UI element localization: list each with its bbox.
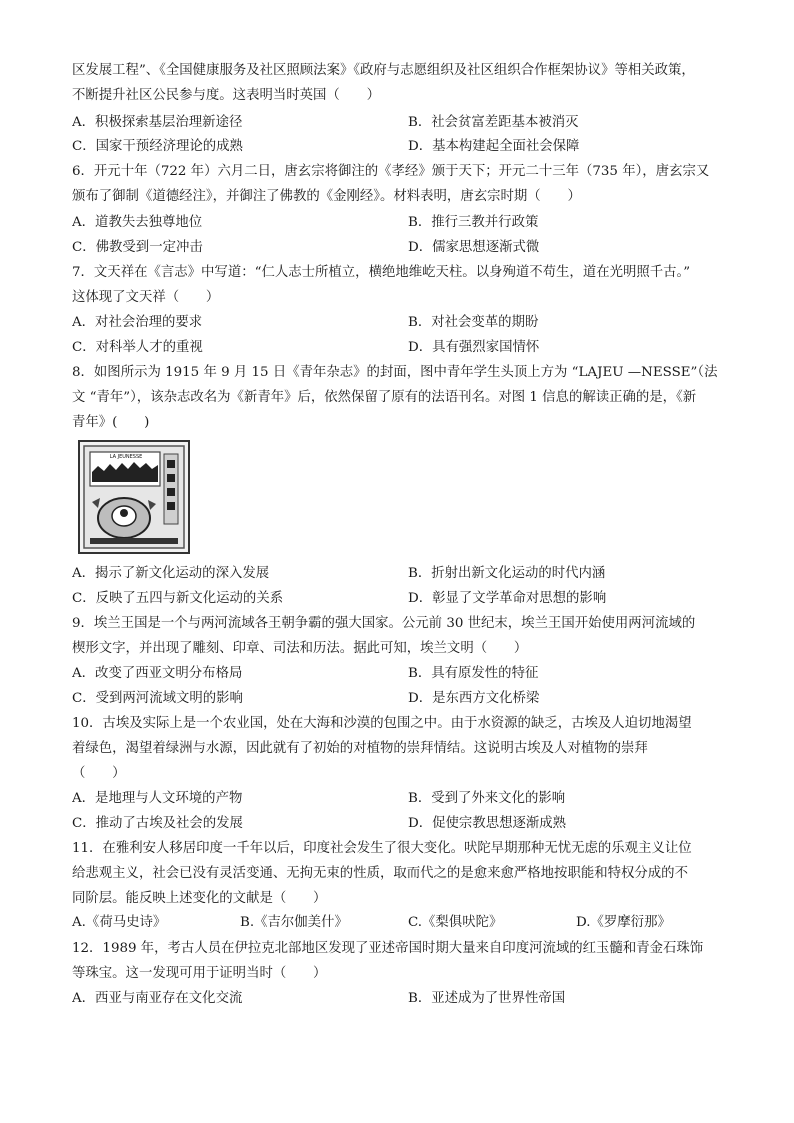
- q11-option-b[interactable]: B.《吉尔伽美什》: [240, 915, 348, 930]
- q7-stem-line-1: 7．文天祥在《言志》中写道：“仁人志士所植立，横绝地维屹天柱。以身殉道不苟生，道在光明照千古。”: [72, 265, 691, 280]
- q10-option-c[interactable]: C．推动了古埃及社会的发展: [72, 816, 243, 831]
- q10-option-b[interactable]: B．受到了外来文化的影响: [408, 791, 566, 806]
- q10-option-d[interactable]: D．促使宗教思想逐渐成熟: [408, 816, 567, 831]
- q9-stem-line-1: 9．埃兰王国是一个与两河流域各王朝争霸的强大国家。公元前 30 世纪末，埃兰王国开始使用两河流域的: [72, 616, 696, 631]
- q5-text-line-1: 区发展工程”、《全国健康服务及社区照顾法案》《政府与志愿组织及社区组织合作框架协议》等相关政策，: [72, 63, 695, 78]
- q6-stem-line-1: 6．开元十年（722 年）六月二日，唐玄宗将御注的《孝经》颁于天下；开元二十三年（735 年），唐玄宗又: [72, 164, 710, 179]
- q5-option-b[interactable]: B．社会贫富差距基本被消灭: [408, 115, 579, 130]
- q12-stem-line-1: 12．1989 年，考古人员在伊拉克北部地区发现了亚述帝国时期大量来自印度河流域的红玉髓和青金石珠饰: [72, 941, 704, 956]
- q6-option-d[interactable]: D．儒家思想逐渐式微: [408, 240, 540, 255]
- q12-option-b[interactable]: B．亚述成为了世界性帝国: [408, 991, 566, 1006]
- q10-stem-line-2: 着绿色，渴望着绿洲与水源，因此就有了初始的对植物的崇拜情结。这说明古埃及人对植物的崇拜: [72, 741, 648, 756]
- q11-option-a[interactable]: A.《荷马史诗》: [72, 915, 167, 930]
- q11-stem-line-2: 给悲观主义，社会已没有灵活变通、无拘无束的性质，取而代之的是愈来愈严格地按职能和特权分成的不: [72, 866, 688, 881]
- q8-option-a[interactable]: A．揭示了新文化运动的深入发展: [72, 566, 270, 581]
- q10-stem-line-3: （ ）: [72, 766, 126, 781]
- q5-option-d[interactable]: D．基本构建起全面社会保障: [408, 139, 580, 154]
- q8-stem-line-3: 青年》( ): [72, 415, 150, 430]
- magazine-cover-title: LA JEUNESSE: [109, 454, 143, 460]
- q11-option-d[interactable]: D.《罗摩衍那》: [576, 915, 671, 930]
- q9-option-d[interactable]: D．是东西方文化桥梁: [408, 691, 540, 706]
- q9-stem-line-2: 楔形文字，并出现了雕刻、印章、司法和历法。据此可知，埃兰文明（ ）: [72, 641, 528, 656]
- q7-stem-line-2: 这体现了文天祥（ ）: [72, 290, 220, 305]
- q11-stem-line-3: 同阶层。能反映上述变化的文献是（ ）: [72, 891, 327, 906]
- q5-option-a[interactable]: A．积极探索基层治理新途径: [72, 115, 243, 130]
- q11-stem-line-1: 11．在雅利安人移居印度一千年以后，印度社会发生了很大变化。吠陀早期那种无忧无虑的乐观主义让位: [72, 841, 692, 856]
- q12-option-a[interactable]: A．西亚与南亚存在文化交流: [72, 991, 243, 1006]
- q7-option-b[interactable]: B．对社会变革的期盼: [408, 315, 539, 330]
- q5-text-line-2: 不断提升社区公民参与度。这表明当时英国（ ）: [72, 88, 380, 103]
- q8-option-d[interactable]: D．彰显了文学革命对思想的影响: [408, 591, 607, 606]
- magazine-cover-figure: [78, 440, 190, 554]
- q8-stem-line-2: 文 “青年”），该杂志改名为《新青年》后，依然保留了原有的法语刊名。对图 1 信息的解读正确的是，《新: [72, 390, 697, 405]
- q12-stem-line-2: 等珠宝。这一发现可用于证明当时（ ）: [72, 966, 327, 981]
- q7-option-a[interactable]: A．对社会治理的要求: [72, 315, 203, 330]
- q8-option-b[interactable]: B．折射出新文化运动的时代内涵: [408, 566, 606, 581]
- q5-option-c[interactable]: C．国家干预经济理论的成熟: [72, 139, 243, 154]
- q7-option-c[interactable]: C．对科举人才的重视: [72, 340, 203, 355]
- q6-stem-line-2: 颁布了御制《道德经注》，并御注了佛教的《金刚经》。材料表明，唐玄宗时期（ ）: [72, 189, 581, 204]
- q6-option-a[interactable]: A．道教失去独尊地位: [72, 215, 203, 230]
- q6-option-c[interactable]: C．佛教受到一定冲击: [72, 240, 203, 255]
- q9-option-c[interactable]: C．受到两河流域文明的影响: [72, 691, 243, 706]
- q8-option-c[interactable]: C．反映了五四与新文化运动的关系: [72, 591, 284, 606]
- q9-option-a[interactable]: A．改变了西亚文明分布格局: [72, 666, 243, 681]
- q10-stem-line-1: 10．古埃及实际上是一个农业国，处在大海和沙漠的包围之中。由于水资源的缺乏，古埃及人迫切地渴望: [72, 716, 692, 731]
- q8-stem-line-1: 8．如图所示为 1915 年 9 月 15 日《青年杂志》的封面，图中青年学生头顶上方为 “LAJEU —NESSE”（法: [72, 365, 718, 380]
- q7-option-d[interactable]: D．具有强烈家国情怀: [408, 340, 540, 355]
- q6-option-b[interactable]: B．推行三教并行政策: [408, 215, 539, 230]
- q9-option-b[interactable]: B．具有原发性的特征: [408, 666, 539, 681]
- q11-option-c[interactable]: C.《梨俱吠陀》: [408, 915, 503, 930]
- q10-option-a[interactable]: A．是地理与人文环境的产物: [72, 791, 243, 806]
